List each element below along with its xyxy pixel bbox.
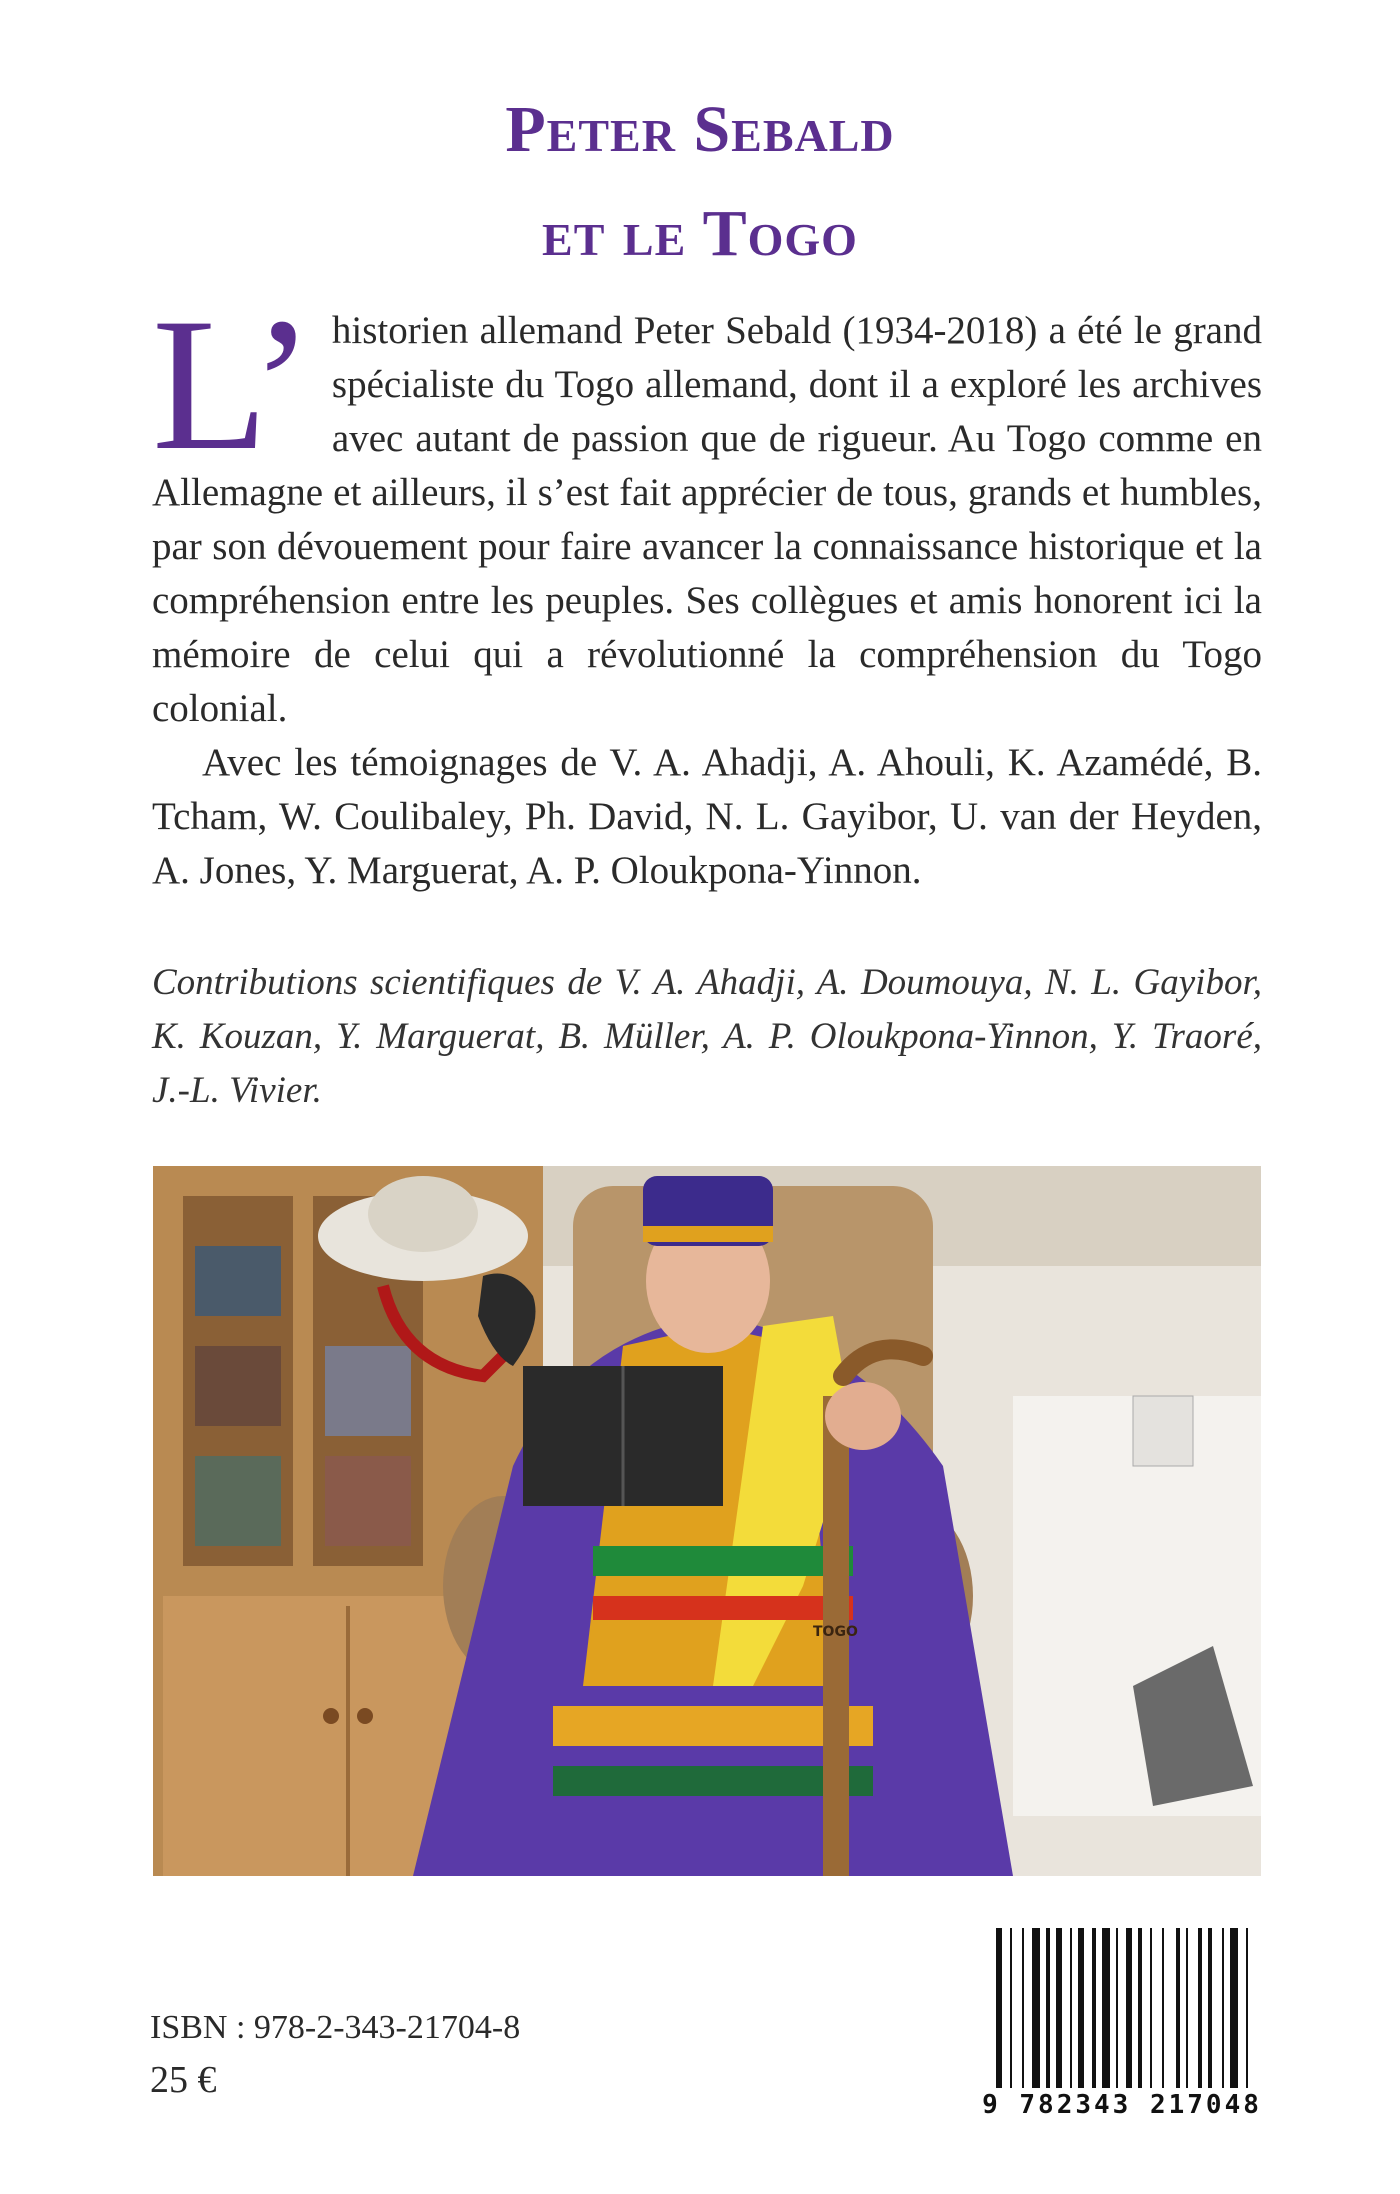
barcode-digits: 9 782343 217048: [982, 2090, 1262, 2120]
isbn: ISBN : 978-2-343-21704-8: [150, 2009, 521, 2046]
cabinet-knob-left: [323, 1708, 339, 1724]
books-shelf-5: [325, 1456, 411, 1546]
cabinet-knob-right: [357, 1708, 373, 1724]
barcode-bar: [996, 1928, 1002, 2088]
barcode-bar: [1056, 1928, 1062, 2088]
blurb-paragraph-1: [152, 280, 1262, 736]
barcode-bars: [988, 1924, 1264, 2094]
barcode-bar: [1010, 1928, 1012, 2088]
book-title: [0, 78, 1400, 286]
blurb: [152, 280, 1262, 898]
books-shelf-2: [195, 1346, 281, 1426]
books-shelf-1: [195, 1246, 281, 1316]
barcode-bar: [1186, 1928, 1188, 2088]
blurb-paragraph-1-text: historien allemand Peter Sebald (1934-2018) a été le grand spécialiste du Togo allemand, dont il a exploré les archives avec autant de passion que de rigueur. Au Togo comme en Allemagne et ailleurs, il s’est fait apprécier de tous, grands et humbles, par son dévouement pour faire avancer la connaissance historique et la compréhension entre les peuples. Ses collègues et amis honorent ici la mémoire de celui qui a révolutionné la compréhension du Togo colonial.: [152, 309, 1262, 730]
barcode-bar: [1022, 1928, 1024, 2088]
barcode-bar: [1046, 1928, 1050, 2088]
title-line-1: Peter Sebald: [505, 93, 895, 166]
cane-label: TOGO: [813, 1624, 858, 1640]
title-line-2: et le Togo: [542, 197, 858, 270]
blurb-paragraph-2: Avec les témoignages de V. A. Ahadji, A. Ahouli, K. Azamédé, B. Tcham, W. Coulibaley, Ph. David, N. L. Gayibor, U. van der Heyden, A. Jones, Y. Marguerat, A. P. Oloukpona-Yinnon.: [152, 741, 1262, 892]
drop-cap: L’: [152, 280, 314, 490]
barcode-bar: [1070, 1928, 1072, 2088]
light-switch-icon: [1133, 1396, 1193, 1466]
contributions-note: Contributions scientifiques de V. A. Ahadji, A. Doumouya, N. L. Gayibor, K. Kouzan, Y. Marguerat, B. Müller, A. P. Oloukpona-Yinnon, Y. Traoré, J.-L. Vivier.: [152, 962, 1262, 1111]
barcode-bar: [1078, 1928, 1084, 2088]
barcode-bar: [1032, 1928, 1040, 2088]
barcode-bar: [1092, 1928, 1096, 2088]
books-shelf-3: [195, 1456, 281, 1546]
barcode-bar: [1138, 1928, 1142, 2088]
barcode-bar: [1150, 1928, 1152, 2088]
barcode-bar: [1116, 1928, 1118, 2088]
barcode-bar: [1208, 1928, 1212, 2088]
hand: [825, 1382, 901, 1450]
barcode-bar: [1222, 1928, 1224, 2088]
price: 25 €: [150, 2059, 217, 2101]
barcode-bar: [1162, 1928, 1164, 2088]
barcode-bar: [1246, 1928, 1248, 2088]
barcode-bar: [1102, 1928, 1110, 2088]
barcode-bar: [1230, 1928, 1238, 2088]
barcode-bar: [1126, 1928, 1132, 2088]
cover-photo: [153, 1166, 1261, 1876]
books-shelf-4: [325, 1346, 411, 1436]
photo-illustration: [153, 1166, 1261, 1876]
barcode-bar: [1198, 1928, 1202, 2088]
barcode-bar: [1176, 1928, 1180, 2088]
